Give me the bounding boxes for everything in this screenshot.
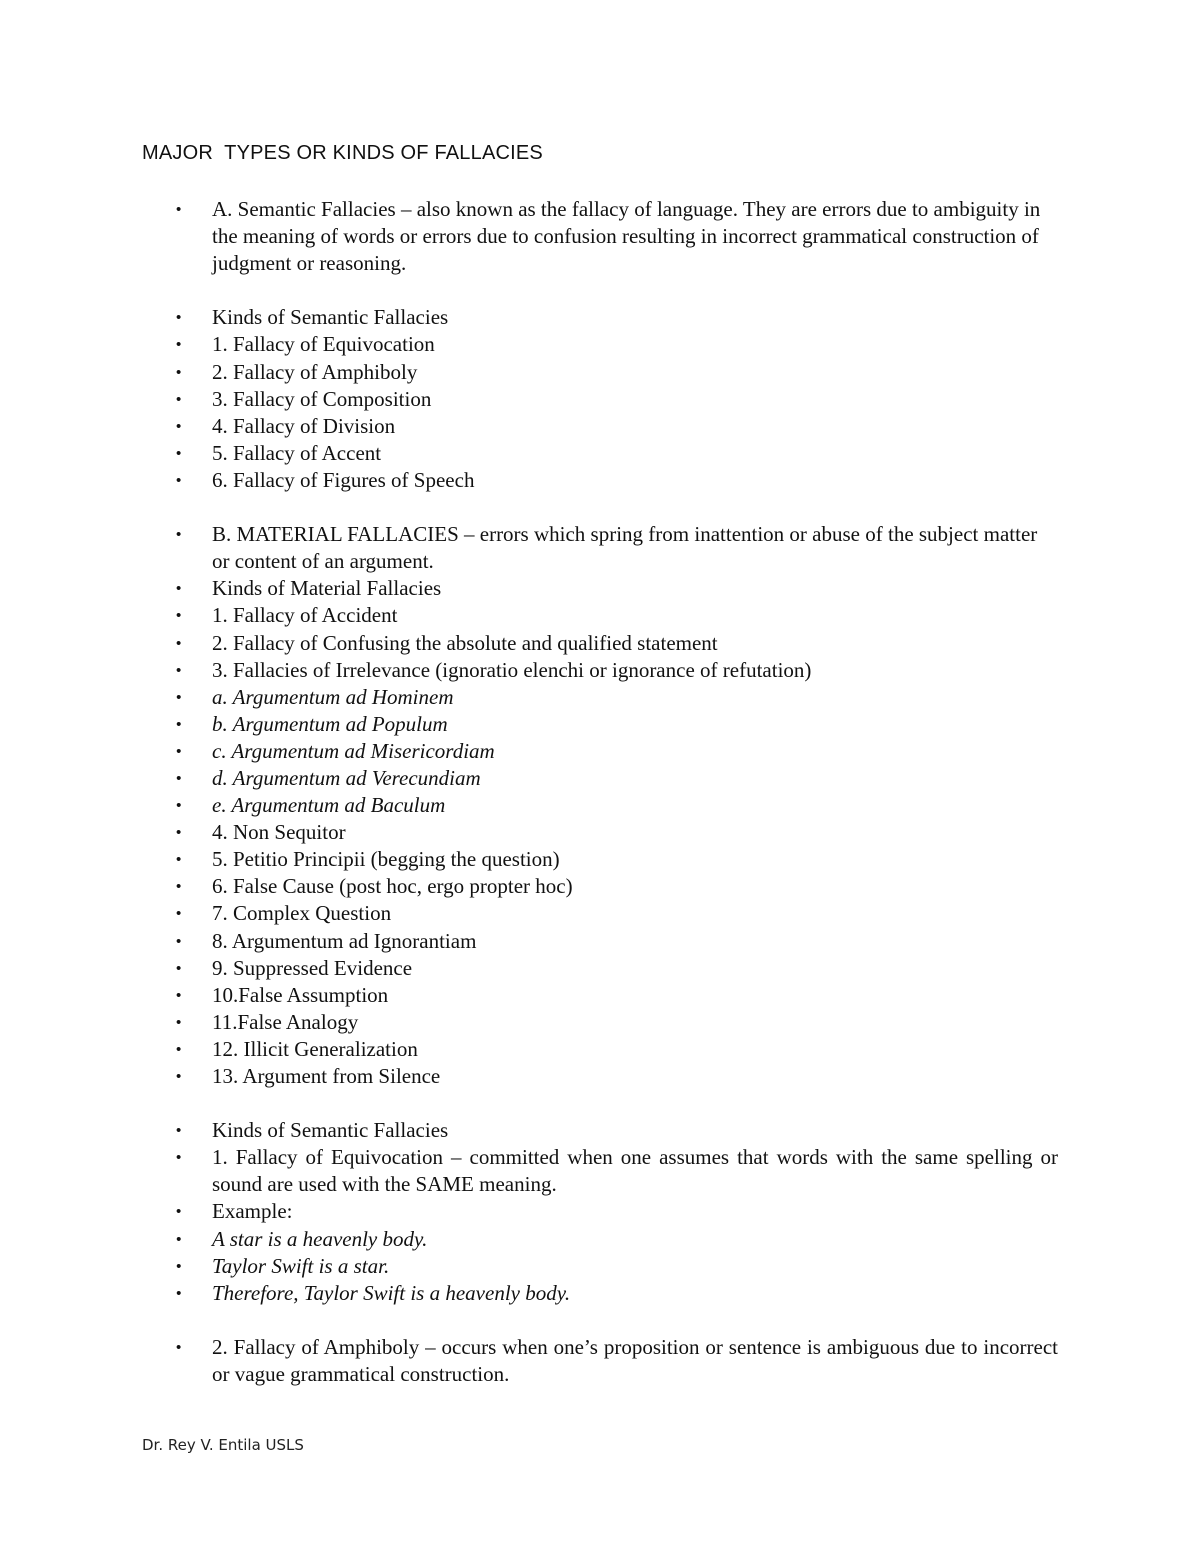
list-item: • 5. Petitio Principii (begging the question) xyxy=(0,846,1058,873)
list-item: • 1. Fallacy of Equivocation – committed when one assumes that words with the same spelling or sound are used with the SAME meaning. xyxy=(0,1144,1058,1198)
list-item: • B. MATERIAL FALLACIES – errors which spring from inattention or abuse of the subject matter or content of an argument. xyxy=(0,521,1058,575)
list-item: • b. Argumentum ad Populum xyxy=(0,711,1058,738)
list-item: • 4. Fallacy of Division xyxy=(0,413,1058,440)
list-item: • Example: xyxy=(0,1198,1058,1225)
list-item: • 9. Suppressed Evidence xyxy=(0,955,1058,982)
list-item: • Therefore, Taylor Swift is a heavenly body. xyxy=(0,1280,1058,1307)
list-item: • 6. False Cause (post hoc, ergo propter hoc) xyxy=(0,873,1058,900)
page-footer: Dr. Rey V. Entila USLS xyxy=(142,1436,304,1454)
list-item: • a. Argumentum ad Hominem xyxy=(0,684,1058,711)
list-item: • 6. Fallacy of Figures of Speech xyxy=(0,467,1058,494)
list-item: • 2. Fallacy of Confusing the absolute and qualified statement xyxy=(0,630,1058,657)
list-item: • 12. Illicit Generalization xyxy=(0,1036,1058,1063)
list-item: • 4. Non Sequitor xyxy=(0,819,1058,846)
list-item: • 7. Complex Question xyxy=(0,900,1058,927)
list-item: • 11.False Analogy xyxy=(0,1009,1058,1036)
list-item: • 1. Fallacy of Accident xyxy=(0,602,1058,629)
list-item: • d. Argumentum ad Verecundiam xyxy=(0,765,1058,792)
list-item: • 1. Fallacy of Equivocation xyxy=(0,331,1058,358)
list-item: • Kinds of Semantic Fallacies xyxy=(0,1117,1058,1144)
list-item: • Kinds of Material Fallacies xyxy=(0,575,1058,602)
list-item: • 10.False Assumption xyxy=(0,982,1058,1009)
list-item: • Taylor Swift is a star. xyxy=(0,1253,1058,1280)
list-item: • 8. Argumentum ad Ignorantiam xyxy=(0,928,1058,955)
list-item: • c. Argumentum ad Misericordiam xyxy=(0,738,1058,765)
document-title: MAJOR TYPES OR KINDS OF FALLACIES xyxy=(142,142,543,164)
list-item: • A. Semantic Fallacies – also known as the fallacy of language. They are errors due to ambiguity in the meaning of words or errors due to confusion resulting in incorrect grammatical construction of judgment or reasoning. xyxy=(0,196,1058,277)
list-item: • 3. Fallacy of Composition xyxy=(0,386,1058,413)
list-item: • Kinds of Semantic Fallacies xyxy=(0,304,1058,331)
list-item: • A star is a heavenly body. xyxy=(0,1226,1058,1253)
list-item: • 2. Fallacy of Amphiboly – occurs when one’s proposition or sentence is ambiguous due to incorrect or vague grammatical construction. xyxy=(0,1334,1058,1388)
list-item: • 5. Fallacy of Accent xyxy=(0,440,1058,467)
list-item: • e. Argumentum ad Baculum xyxy=(0,792,1058,819)
bullet-list xyxy=(0,196,1200,1388)
list-item: • 3. Fallacies of Irrelevance (ignoratio elenchi or ignorance of refutation) xyxy=(0,657,1058,684)
list-item: • 13. Argument from Silence xyxy=(0,1063,1058,1090)
list-item: • 2. Fallacy of Amphiboly xyxy=(0,359,1058,386)
